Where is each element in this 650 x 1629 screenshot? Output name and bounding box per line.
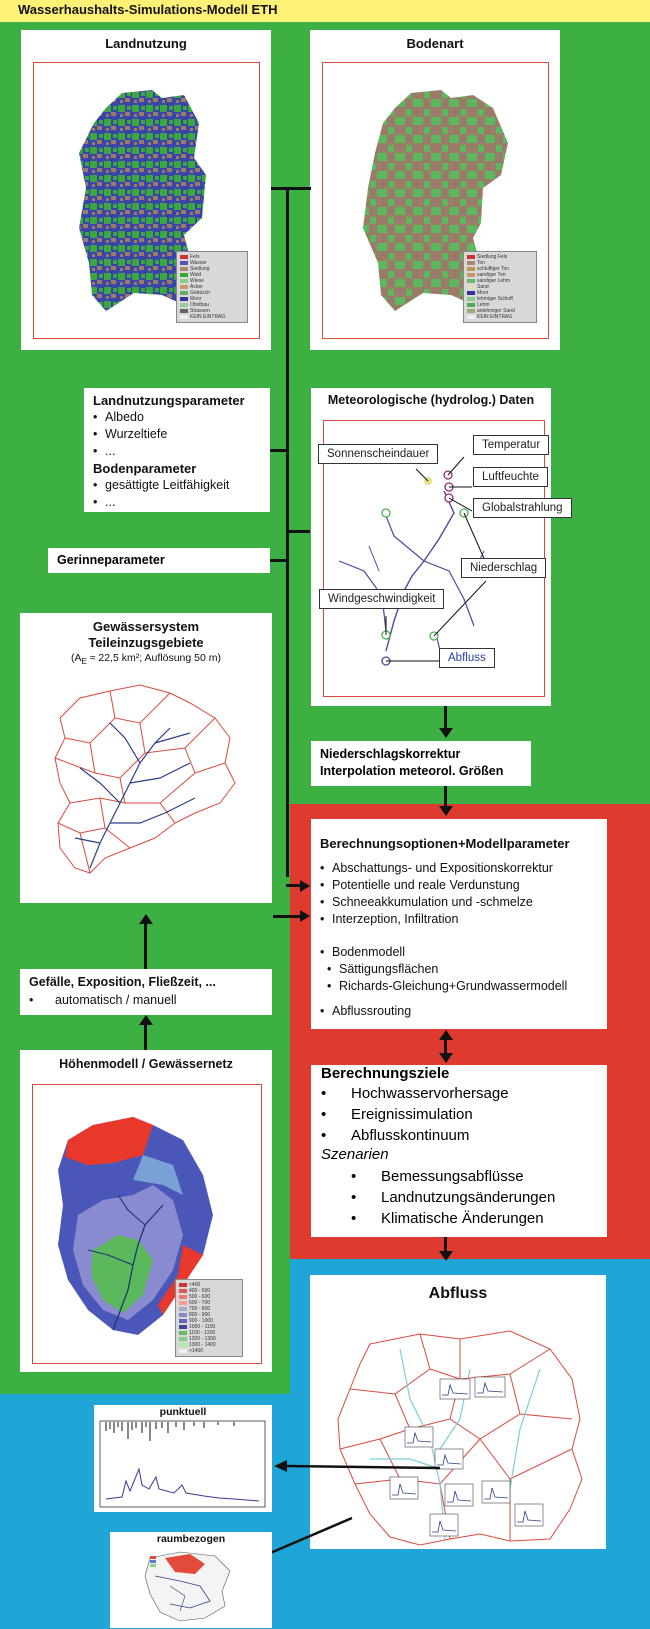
szenarien-list <box>351 1166 555 1229</box>
bodenart-legend-swatch <box>467 291 475 295</box>
korrektur-line1: Niederschlagskorrektur <box>320 747 461 761</box>
bodenart-legend-swatch <box>467 315 475 319</box>
bodenart-legend-swatch <box>467 297 475 301</box>
boden-param-title: Bodenparameter <box>93 461 197 476</box>
hoehen-legend-swatch <box>179 1325 187 1329</box>
connector-korrektur-optionen <box>444 786 447 808</box>
landnutzung-legend-swatch <box>180 279 188 283</box>
option-item: • Schneeakkumulation und -schmelze <box>320 894 553 911</box>
connector-gefaelle-gewaesser <box>144 923 147 969</box>
landnutzung-param-list <box>93 409 245 460</box>
landnutzung-param-title: Landnutzungsparameter <box>93 393 245 408</box>
landnutzung-legend-label: Moor <box>190 296 202 302</box>
hoehen-legend-swatch <box>179 1301 187 1305</box>
arrow-up-optionen <box>439 1030 453 1040</box>
bodenart-legend-label: anlehmiger Sand <box>477 308 515 314</box>
connector-gewaesser <box>273 915 300 918</box>
connector-meteo <box>286 530 310 533</box>
landnutzung-legend-label: Acker <box>190 284 203 290</box>
ziel-item: • Abflusskontinuum <box>321 1127 470 1144</box>
arrow-meteo-korrektur <box>439 728 453 738</box>
hoehen-legend-label: <400 <box>189 1282 201 1288</box>
arrow-korrektur-optionen <box>439 806 453 816</box>
hoehen-legend-swatch <box>179 1295 187 1299</box>
landnutzung-legend-swatch <box>180 255 188 259</box>
gefaelle-item <box>29 992 177 1009</box>
connector-meteo-korrektur <box>444 706 447 730</box>
param-item: • Albedo <box>93 409 245 426</box>
ziele-heading: Berechnungsziele <box>321 1065 450 1082</box>
bodenart-legend-label: Lehm <box>477 302 490 308</box>
param-item: • Wurzeltiefe <box>93 426 245 443</box>
bodenart-legend-label: Siedlung Fels <box>477 254 508 260</box>
routing-label: • Abflussrouting <box>320 1003 411 1020</box>
korrektur-line2: Interpolation meteorol. Größen <box>320 764 504 778</box>
meteo-panel <box>311 388 563 706</box>
landnutzung-legend-swatch <box>180 267 188 271</box>
landnutzung-legend-swatch <box>180 291 188 295</box>
optionen-panel <box>311 819 607 1029</box>
bodenart-legend-label: Ton <box>477 260 486 266</box>
bodenart-map-frame <box>322 62 549 339</box>
arrow-hoehen-gefaelle <box>139 1015 153 1025</box>
hoehen-legend-label: 700 - 800 <box>189 1306 211 1312</box>
landnutzung-legend-label: KEIN EINTRAG <box>190 314 226 320</box>
bodenart-legend-swatch <box>467 273 475 277</box>
connector-optionen-ziele <box>444 1040 447 1054</box>
param-item: • gesättigte Leitfähigkeit <box>93 477 245 494</box>
landnutzung-map-frame <box>33 62 260 339</box>
landnutzung-legend-label: Fels <box>190 254 200 260</box>
szenario-item: • Klimatische Änderungen <box>351 1210 544 1227</box>
option-item: • Abschattungs- und Expositionskorrektur <box>320 860 553 877</box>
gewaesser-sub-rest: ≈ 22,5 km²; Auflösung 50 m) <box>86 652 221 664</box>
landnutzung-panel <box>21 30 271 350</box>
szenario-item-text: Klimatische Änderungen <box>381 1210 544 1227</box>
landnutzung-legend-swatch <box>180 315 188 319</box>
ziel-item: • Hochwasservorhersage <box>321 1085 509 1102</box>
arrow-gewaesser-optionen <box>300 910 310 922</box>
hoehen-legend-label: 600 - 700 <box>189 1300 211 1306</box>
hoehen-legend-rows <box>179 1282 239 1354</box>
hoehen-legend-swatch <box>179 1337 187 1341</box>
landnutzung-legend-label: Gebüsch <box>190 290 211 296</box>
hoehen-legend-label: 1300 - 1400 <box>189 1342 216 1348</box>
hoehen-legend-swatch <box>179 1313 187 1317</box>
bodenart-legend-label: lehmiger Schluff <box>477 296 513 302</box>
hoehen-legend-label: 900 - 1000 <box>189 1318 213 1324</box>
bodenart-legend-swatch <box>467 303 475 307</box>
connector-optionen <box>286 884 300 887</box>
landnutzung-legend-swatch <box>180 273 188 277</box>
hoehen-heading: Höhenmodell / Gewässernetz <box>59 1057 233 1071</box>
connector-hoehen-gefaelle <box>144 1025 147 1050</box>
landnutzung-legend-swatch <box>180 297 188 301</box>
hoehen-legend-swatch <box>179 1307 187 1311</box>
optionen-list <box>320 860 553 928</box>
label-globalstrahlung: Globalstrahlung <box>473 498 572 518</box>
meteo-heading: Meteorologische (hydrolog.) Daten <box>327 393 535 407</box>
hoehen-legend-swatch <box>179 1349 187 1353</box>
bodenart-legend-label: Sand <box>477 284 489 290</box>
gerinne-label: Gerinneparameter <box>57 553 165 567</box>
bodenart-legend-row <box>467 314 533 320</box>
bodenart-legend-label: schluffiger Ton <box>477 266 510 272</box>
param-item: • ... <box>93 443 245 460</box>
boden-param-list <box>93 477 245 511</box>
hoehen-legend-label: 1000 - 1100 <box>189 1324 216 1330</box>
szenario-item: • Bemessungsabflüsse <box>351 1168 524 1185</box>
bodenart-legend-label: Moor <box>477 290 489 296</box>
hoehen-legend-label: 500 - 600 <box>189 1294 211 1300</box>
bodenmodell-list <box>327 961 567 995</box>
hoehen-legend-swatch <box>179 1289 187 1293</box>
landnutzung-legend-rows <box>180 254 244 320</box>
hoehen-legend-label: 1100 - 1200 <box>189 1330 216 1336</box>
parameter-panel <box>84 388 270 512</box>
szenario-item-text: Bemessungsabflüsse <box>381 1168 524 1185</box>
bodenart-legend-label: sandiger Ton <box>477 272 506 278</box>
landnutzung-legend-swatch <box>180 309 188 313</box>
landnutzung-legend-swatch <box>180 303 188 307</box>
label-sonnenscheindauer: Sonnenscheindauer <box>318 444 438 464</box>
raumbezogen-map <box>110 1546 272 1626</box>
hoehen-legend-label: 1200 - 1300 <box>189 1336 216 1342</box>
label-abfluss: Abfluss <box>439 648 495 668</box>
bodenart-legend-swatch <box>467 285 475 289</box>
landnutzung-legend-row <box>180 314 244 320</box>
bodenart-legend-swatch <box>467 255 475 259</box>
bodenart-legend-label: sandiger Lehm <box>477 278 511 284</box>
gefaelle-item-text: automatisch / manuell <box>55 993 177 1007</box>
raumbezogen-heading: raumbezogen <box>156 1533 226 1545</box>
label-temperatur: Temperatur <box>473 435 549 455</box>
label-windgeschwindigkeit: Windgeschwindigkeit <box>319 589 444 609</box>
title-bar <box>0 0 650 22</box>
bodenart-legend <box>463 251 537 323</box>
bodenart-legend-rows <box>467 254 533 320</box>
landnutzung-legend-label: Strassen <box>190 308 210 314</box>
abfluss-panel <box>310 1275 606 1549</box>
gewaesser-sub-subscript: E <box>81 657 87 667</box>
arrow-ziele-abfluss <box>439 1251 453 1261</box>
punktuell-chart <box>94 1419 272 1511</box>
hoehen-legend-swatch <box>179 1343 187 1347</box>
hoehen-legend-label: 400 - 500 <box>189 1288 211 1294</box>
landnutzung-legend-swatch <box>180 261 188 265</box>
param-item: • ... <box>93 494 245 511</box>
hoehen-legend-row <box>179 1348 239 1354</box>
hoehen-legend-label: >1400 <box>189 1348 204 1354</box>
gefaelle-panel <box>20 969 272 1015</box>
abfluss-map <box>310 1309 606 1549</box>
arrow-down-ziele <box>439 1053 453 1063</box>
abfluss-hydrographs <box>390 1377 543 1536</box>
option-item: • Interzeption, Infiltration <box>320 911 553 928</box>
szenario-item-text: Landnutzungsänderungen <box>381 1189 556 1206</box>
landnutzung-legend-label: Wasser <box>190 260 207 266</box>
gewaesser-heading1: Gewässersystem <box>92 619 200 634</box>
landnutzung-legend <box>176 251 248 323</box>
bodenmodell-item: • Richards-Gleichung+Grundwassermodell <box>327 978 567 995</box>
ziele-panel <box>311 1065 607 1237</box>
punktuell-heading: punktuell <box>159 1406 207 1418</box>
label-luftfeuchte: Luftfeuchte <box>473 467 548 487</box>
gewaesser-sub-prefix: (A <box>70 652 82 664</box>
punktuell-panel <box>94 1405 272 1512</box>
landnutzung-heading: Landnutzung <box>105 36 187 51</box>
bodenmodell-item: • Sättigungsflächen <box>327 961 567 978</box>
connector-landnutzung <box>271 187 311 190</box>
gefaelle-title: Gefälle, Exposition, Fließzeit, ... <box>29 975 216 989</box>
gewaesser-panel <box>20 613 272 903</box>
hoehen-legend-swatch <box>179 1331 187 1335</box>
gewaesser-heading2: Teileinzugsgebiete <box>88 635 204 650</box>
landnutzung-legend-label: Siedlung <box>190 266 210 272</box>
szenarien-label: Szenarien <box>321 1146 389 1163</box>
ziel-item-text: Hochwasservorhersage <box>351 1085 509 1102</box>
hoehen-panel <box>20 1050 272 1372</box>
korrektur-panel <box>311 741 531 786</box>
gewaesser-map <box>20 663 272 903</box>
abfluss-heading: Abfluss <box>428 1285 488 1302</box>
option-item: • Potentielle und reale Verdunstung <box>320 877 553 894</box>
bodenart-legend-swatch <box>467 261 475 265</box>
bodenart-panel <box>310 30 560 350</box>
hoehen-legend-label: 800 - 900 <box>189 1312 211 1318</box>
bodenart-legend-swatch <box>467 267 475 271</box>
bodenart-legend-swatch <box>467 279 475 283</box>
landnutzung-legend-swatch <box>180 285 188 289</box>
ziel-item-text: Ereignissimulation <box>351 1106 473 1123</box>
arrow-gefaelle-gewaesser <box>139 914 153 924</box>
arrow-to-optionen <box>300 880 310 892</box>
page-title: Wasserhaushalts-Simulations-Modell ETH <box>18 2 278 17</box>
optionen-heading: Berechnungsoptionen+Modellparameter <box>320 836 570 851</box>
gerinne-panel <box>48 548 270 573</box>
ziel-item-text: Abflusskontinuum <box>351 1127 470 1144</box>
bodenart-heading: Bodenart <box>406 36 464 51</box>
bodenmodell-label: • Bodenmodell <box>320 944 405 961</box>
hoehen-map-frame <box>32 1084 262 1364</box>
landnutzung-legend-label: Wiese <box>190 278 204 284</box>
raumbezogen-panel <box>110 1532 272 1628</box>
szenario-item: • Landnutzungsänderungen <box>351 1189 556 1206</box>
hoehen-legend-swatch <box>179 1319 187 1323</box>
ziele-list <box>321 1083 509 1146</box>
hoehen-legend <box>175 1279 243 1357</box>
landnutzung-legend-label: Obstbau <box>190 302 209 308</box>
bodenart-legend-label: KEIN EINTRAG <box>477 314 513 320</box>
hoehen-legend-swatch <box>179 1283 187 1287</box>
label-niederschlag: Niederschlag <box>461 558 546 578</box>
ziel-item: • Ereignissimulation <box>321 1106 473 1123</box>
bodenart-legend-swatch <box>467 309 475 313</box>
landnutzung-legend-label: Wald <box>190 272 202 278</box>
